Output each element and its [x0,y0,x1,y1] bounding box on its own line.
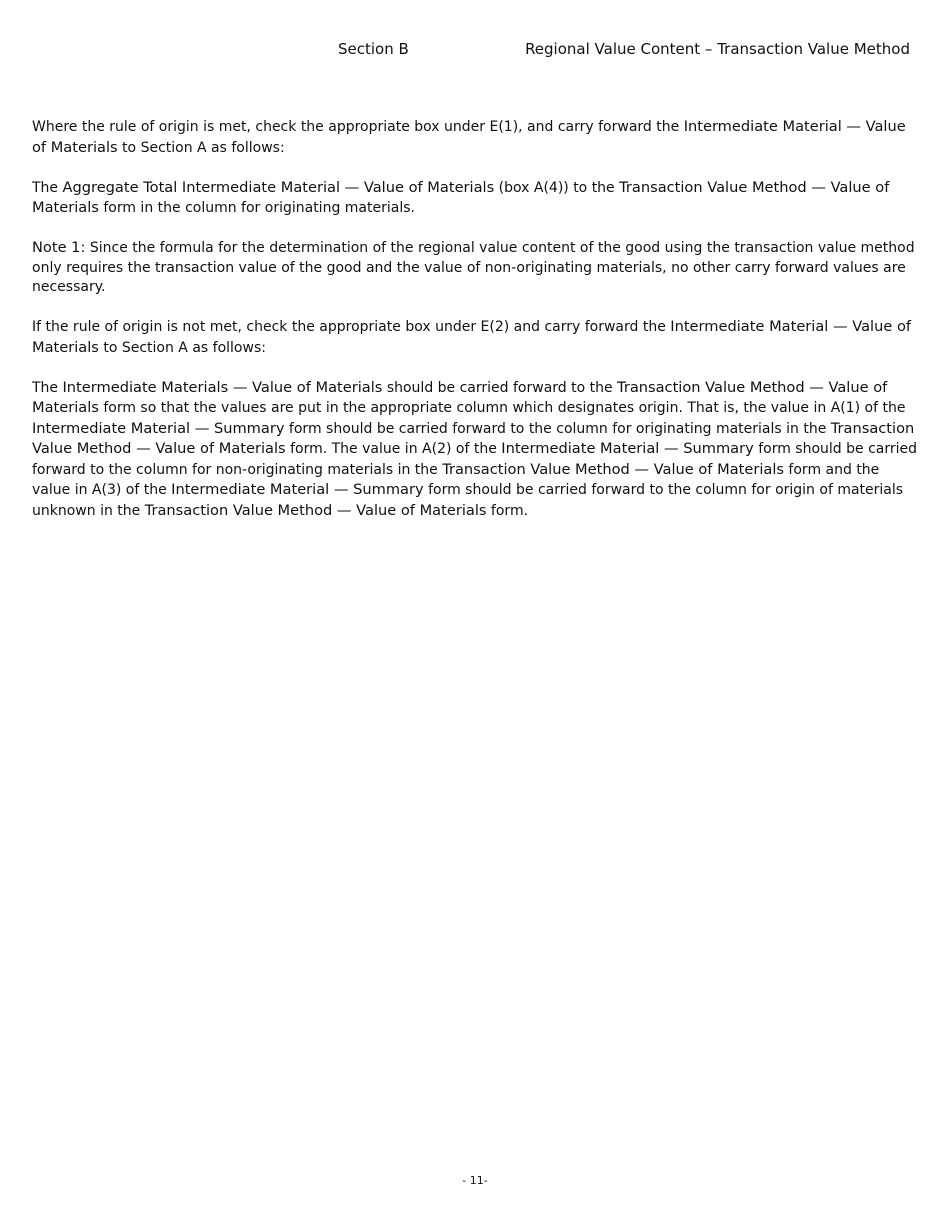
form-reference: Transaction Value Method — Value of Materials [144,501,487,519]
text-run: The [32,179,63,196]
text-run: form so that the values are put in the appropriate column which designates origin. That is, the value in A(1) of the [98,400,906,416]
section-label: Section B [338,40,409,58]
form-reference: Intermediate Material — Summary [171,481,424,498]
text-run: form should be carried forward to the column for origin of materials unknown in the [32,482,904,519]
header-title: Regional Value Content – Transaction Value Method [525,40,910,58]
form-reference: Intermediate Material — Summary [501,440,754,457]
form-reference: Intermediate Materials — Value of Materials [62,378,383,396]
form-reference: Transaction Value Method — Value of Materials [32,378,888,416]
form-reference: Intermediate Material — Value of Materials [32,318,912,356]
text-run: form in the column for originating materials. [98,200,415,216]
document-body [32,117,920,541]
form-reference: Intermediate Material — Value of Materials [32,118,906,156]
form-reference: Intermediate Material — Summary [32,419,285,437]
page-number: - 11- [462,1174,488,1187]
paragraph-carry-forward [32,378,920,522]
text-run: to Section A as follows: [98,339,266,356]
form-reference: Transaction Value Method — Value of Materials [32,419,915,457]
text-run: form. The value in A(2) of the [285,441,502,457]
text-run: (box A(4)) to the [494,179,620,196]
text-run: form. [486,502,529,519]
note-label: Note 1: [32,239,86,256]
text-run: form should be carried forward to the column for originating materials in the [284,420,831,437]
text-run: If the rule of origin is not met, check the appropriate box under E(2) and carry forward the [32,319,671,335]
text-run: The [32,379,63,396]
text-run: Where the rule of origin is met, check the appropriate box under E(1), and carry forward the [32,119,684,135]
paragraph-note-1 [32,238,920,298]
paragraph-rule-met [32,117,920,158]
page-header [0,40,950,62]
text-run: form should be carried forward to the column for non-originating materials in the [32,441,918,478]
form-reference: Aggregate Total Intermediate Material — Value of Materials [62,178,495,196]
form-reference: Transaction Value Method — Value of Materials [442,460,784,478]
text-run: to Section A as follows: [117,139,285,156]
text-run: form and the value in A(3) of the [32,461,880,498]
text-run: Since the formula for the determination of the regional value content of the good using the transaction value method only requires the transaction value of the good and the value of non-originating materials, no other carry forward values are necessary. [32,240,915,295]
form-reference: Transaction Value Method — Value of Materials [32,178,890,216]
paragraph-aggregate-total [32,178,920,219]
paragraph-rule-not-met [32,317,920,358]
text-run: should be carried forward to the [382,379,618,396]
